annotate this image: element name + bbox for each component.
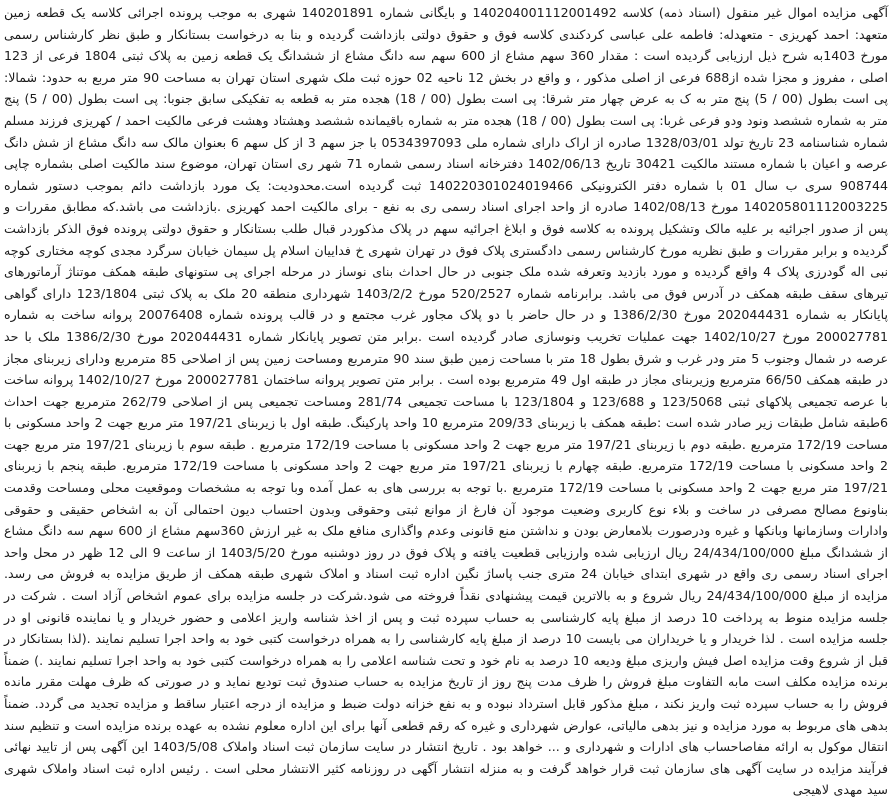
notice-body-text: آگهی مزایده اموال غیر منقول (اسناد ذمه) کلاسه 140204001112001492 و بایگانی شماره 140201891 شهری به موجب پرونده اجرائی کلاسه یک قطعه زمین متعهد: احمد کهریزی - متعهدله: فاطمه علی عباسی کردکندی کلاسه فوق و حقوق دولتی بازداشت گردیده و بنا به درخواست بستانکار و طبق نظر کارشناس رسمی مورخ 1403به شرح ذیل ارزیابی گردیده است : مقدار 360 سهم مشاع از 600 سهم سه دانگ مشاع از ششدانگ یک قطعه زمین به پلاک ثبتی 1804 فرعی از 123 اصلی ، مفروز و مجزا شده از688 فرعی از اصلی مذکور ، و واقع در بخش 12 ناحیه 02 حوزه ثبت ملک شهری استان تهران به مساحت 90 متر مربع به حدود: شمالا: پی است بطول (00 / 5) پنج متر به ک به عرض چهار متر شرقا: پی است بطول (00 / 18) هجده متر به قطعه به تفکیکی سابق جنوبا: پی است بطول (00 / 5) پنج متر به شماره ششصد ونود ودو فرعی غربا: پی است بطول (00 / 18) هجده متر به شماره باقیمانده ششصد وهشتاد وهشت فرعی مالکیت احمد / کهریزی فرزند مسلم شماره شناسنامه 23 تاریخ تولد 1328/03/01 صادره از اراک دارای شماره ملی 0534397093 با جز سهم 3 از کل سهم 6 بعنوان مالک سه دانگ مشاع از شش دانگ عرصه و اعیان با شماره مستند مالکیت 30421 تاریخ 1402/06/13 دفترخانه اسناد رسمی شماره 71 شهر ری استان تهران، موضوع سند مالکیت اصلی بشماره چاپی 908744 سری ب سال 01 با شماره دفتر الکترونیکی 140220301024019466 ثبت گردیده است.محدودیت: یک مورد بازداشت دائم بموجب دستور شماره 140205801112003225 مورخ 1402/08/13 صادره از واحد اجرای اسناد رسمی ری به نفع - برای مالکیت احمد کهریزی .بازداشت می باشد.که مطابق مقررات و پس از صدور اجرائیه بر علیه مالک وتشکیل پرونده به کلاسه فوق و ابلاغ اجرائیه سهم در پلاک مذکوردر قبال طلب بستانکار و حقوق دولتی پرونده فوق الذکر بازداشت گردیده و برابر مقررات و طبق نظریه مورخ کارشناس رسمی دادگستری پلاک فوق در تهران شهری خ فداییان اسلام پل سیمان خیابان سرگرد مجدی کوچه مختاری کوچه نبی اله گودرزی پلاک 4 واقع گردیده و مورد بازدید وتعرفه شده ملک جنوبی در حال احداث بنای نوساز در مرحله اجرای پی ستونهای طبقه همکف موتناژ آرماتورهای تیرهای سقف طبقه همکف در آدرس فوق می باشد. برابرنامه شماره 520/2527 مورخ 1403/2/2 شهرداری منطقه 20 ملک به پلاک ثبتی 123/1804 دارای گواهی پایانکار به شماره 202044431 مورخ 1386/2/30 و در حال حاضر با دو پلاک مجاور غرب مجتمع و در قالب پرونده شماره 20076408 پروانه ساخت به شماره 200027781 مورخ 1402/10/27 جهت عملیات تخریب ونوسازی صادر گردیده است .برابر متن تصویر پایانکار شماره 202044431 مورخ 1386/2/30 ملک با حد عرصه در شمال وجنوب 5 متر ودر غرب و شرق بطول 18 متر با مساحت زمین طبق سند 90 مترمربع ومساحت زمین پس از اصلاحی 85 مترمربع ودارای زیربنای مجاز در طبقه همکف 66/50 مترمربع وزیربنای مجاز در طبقه اول 49 مترمربع بوده است . برابر متن تصویر پروانه ساختمان 200027781 مورخ 1402/10/27 پروانه ساخت با عرصه تجمیعی پلاکهای ثبتی 123/5068 و 123/688 و 123/1804 با مساحت تجمیعی 281/74 ومساحت تجمیعی پس از اصلاحی 262/79 مترمربع جهت احداث 6طبقه شامل طبقات زیر صادر شده است :طبقه همکف با زیربنای 209/33 مترمربع 10 واحد پارکینگ. طبقه اول با زیربنای 197/21 متر مربع جهت 2 واحد مسکونی با مساحت 172/19 مترمربع .طبقه دوم با زیربنای 197/21 متر مربع جهت 2 واحد مسکونی با مساحت 172/19 مترمربع . طبقه سوم با زیربنای 197/21 متر مربع جهت 2 واحد مسکونی با مساحت 172/19 مترمربع. طبقه چهارم با زیربنای 197/21 متر مربع جهت 2 واحد مسکونی با مساحت 172/19 مترمربع. طبقه پنجم با زیربنای 197/21 متر مربع جهت 2 واحد مسکونی با مساحت 172/19 مترمربع .با توجه به بررسی های به عمل آمده وبا توجه به مشخصات وموقعیت محلی ومساحت وقدمت بناونوع مصالح مصرفی در ساخت و بلاء نوع کاربری وضعیت موجود آن فارغ از موانع ثبتی وحقوقی وبدون احتساب دیون احتمالی آن به اشخاص حقیقی و حقوقی وادارات وسازمانها وبانکها و غیره ودرصورت بلامعارض بودن و نداشتن منع قانونی وعدم واگذاری منافع ملک به غیر ارزش 360سهم مشاع از 600 سهم سه دانگ مشاع از ششدانگ مبلغ 24/434/100/000 ریال ارزیابی شده وارزیابی قطعیت یافته و پلاک فوق در روز دوشنبه مورخ 1403/5/20 از ساعت 9 الی 12 ظهر در محل واحد اجرای اسناد رسمی ری واقع در شهری ابتدای خیابان 24 متری جنب پاساژ نگین اداره ثبت اسناد و املاک شهری طبقه همکف از طریق مزایده به فروش می رسد. مزایده از مبلغ 24/434/100/000 ریال شروع و به بالاترین قیمت پیشنهادی نقداً فروخته می شود.شرکت در جلسه مزایده برای عموم اشخاص آزاد است . شرکت در جلسه مزایده منوط به پرداخت 10 درصد از مبلغ پایه کارشناسی به حساب سپرده ثبت و پس از اخذ شناسه واریز اعلامی و حضور خریدار و یا نماینده قانونی او در جلسه مزایده است . لذا خریدار و یا خریداران می بایست 10 درصد از مبلغ پایه کارشناسی را به همراه درخواست کتبی خود به واحد اجرا تسلیم نمایند .(لذا بستانکار در قبل از شروع وقت مزایده اصل فیش واریزی مبلغ ودیعه 10 درصد به نام خود و تحت شناسه اعلامی را به همراه درخواست کتبی خود به واحد اجرا تسلیم نمایند .) ضمناً برنده مزایده مکلف است مابه التفاوت مبلغ فروش را ظرف مدت پنج روز از تاریخ مزایده به حساب صندوق ثبت تودیع نماید و در صورتی که ظرف مهلت مقرر مانده فروش را به حساب سپرده ثبت واریز نکند ، مبلغ مذکور قابل استرداد نبوده و به نفع خزانه دولت ضبط و مزایده از درجه اعتبار ساقط و مزایده تجدید می گردد. ضمناً بدهی های مربوط به مورد مزایده و نیز بدهی مالیاتی، عوارض شهرداری و غیره که رقم قطعی آنها برای این اداره معلوم نشده به عهده برنده مزایده است و تنظیم سند انتقال موکول به ارائه مفاصاحساب های ادارات و شهرداری و ... خواهد بود . تاریخ انتشار در سایت سازمان ثبت اسناد واملاک 1403/5/08 این آگهی پس از تایید نهائی فرآیند مزایده در سایت آگهی های سازمان ثبت قرار خواهد گرفت و به منزله انتشار آگهی در روزنامه کثیر الانتشار محلی است . رئیس اداره ثبت اسناد واملاک شهری سید مهدی لاهیجی: [4, 5, 889, 798]
auction-notice: [4, 2, 889, 798]
